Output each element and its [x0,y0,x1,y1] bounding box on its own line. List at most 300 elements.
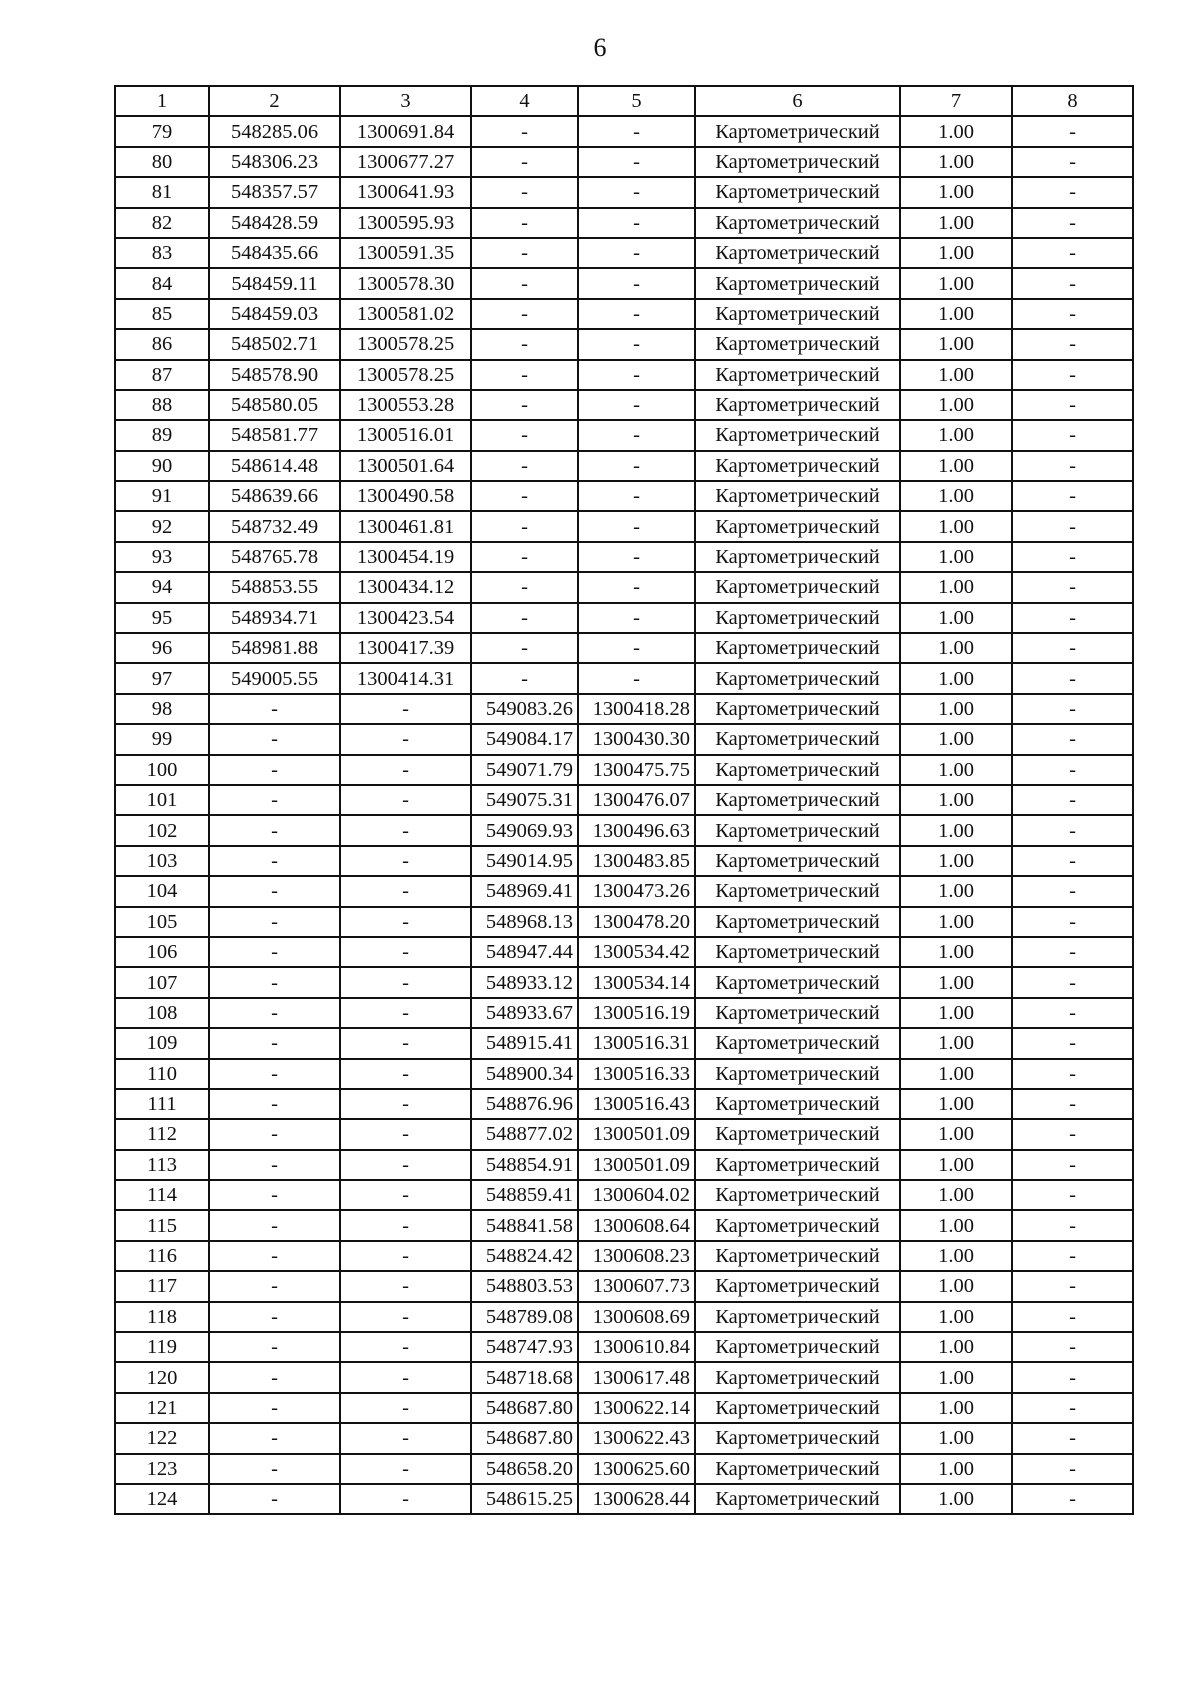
cell-point-number: 100 [115,755,209,785]
cell-y-coordinate: - [340,785,471,815]
column-header-y-coordinate: 3 [340,86,471,116]
cell-y-new-coordinate: 1300501.09 [578,1150,695,1180]
cell-point-number: 110 [115,1059,209,1089]
table-row [115,147,1133,177]
table-row [115,1059,1133,1089]
table-row [115,1119,1133,1149]
page-number: 6 [593,33,607,62]
cell-accuracy: 1.00 [900,1059,1012,1089]
cell-point-number: 96 [115,633,209,663]
cell-point-number: 82 [115,208,209,238]
cell-y-coordinate: - [340,1059,471,1089]
cell-point-number: 103 [115,846,209,876]
cell-method: Картометрический [695,937,900,967]
cell-y-coordinate: - [340,1393,471,1423]
column-header-y-new-coordinate: 5 [578,86,695,116]
cell-note: - [1012,1150,1133,1180]
cell-x-new-coordinate: 548789.08 [471,1302,578,1332]
cell-point-number: 111 [115,1089,209,1119]
table-row [115,967,1133,997]
cell-note: - [1012,907,1133,937]
cell-accuracy: 1.00 [900,451,1012,481]
table-row [115,663,1133,693]
cell-method: Картометрический [695,815,900,845]
cell-y-coordinate: - [340,1028,471,1058]
table-row [115,481,1133,511]
cell-note: - [1012,1059,1133,1089]
cell-y-coordinate: - [340,1362,471,1392]
cell-point-number: 94 [115,572,209,602]
cell-x-new-coordinate: 548876.96 [471,1089,578,1119]
cell-method: Картометрический [695,238,900,268]
cell-x-coordinate: - [209,1119,340,1149]
cell-accuracy: 1.00 [900,147,1012,177]
cell-y-new-coordinate: - [578,663,695,693]
cell-x-new-coordinate: 548900.34 [471,1059,578,1089]
cell-method: Картометрический [695,329,900,359]
cell-x-new-coordinate: 549069.93 [471,815,578,845]
cell-x-coordinate: 549005.55 [209,663,340,693]
cell-x-coordinate: 548435.66 [209,238,340,268]
table-row [115,451,1133,481]
cell-accuracy: 1.00 [900,998,1012,1028]
cell-y-coordinate: 1300578.30 [340,268,471,298]
cell-x-new-coordinate: 548803.53 [471,1271,578,1301]
cell-method: Картометрический [695,633,900,663]
table-row [115,694,1133,724]
cell-x-new-coordinate: 548658.20 [471,1454,578,1484]
cell-note: - [1012,755,1133,785]
cell-accuracy: 1.00 [900,1302,1012,1332]
cell-x-coordinate: - [209,1332,340,1362]
cell-point-number: 122 [115,1423,209,1453]
cell-note: - [1012,360,1133,390]
cell-note: - [1012,268,1133,298]
cell-method: Картометрический [695,116,900,146]
cell-note: - [1012,177,1133,207]
cell-note: - [1012,299,1133,329]
cell-y-new-coordinate: 1300496.63 [578,815,695,845]
cell-accuracy: 1.00 [900,1180,1012,1210]
cell-y-coordinate: - [340,815,471,845]
table-row [115,329,1133,359]
cell-point-number: 80 [115,147,209,177]
cell-y-new-coordinate: 1300475.75 [578,755,695,785]
cell-y-new-coordinate: - [578,633,695,663]
table-row [115,1180,1133,1210]
cell-note: - [1012,724,1133,754]
header-row [115,86,1133,116]
cell-point-number: 118 [115,1302,209,1332]
cell-x-coordinate: - [209,785,340,815]
cell-y-coordinate: 1300578.25 [340,360,471,390]
cell-x-new-coordinate: - [471,116,578,146]
cell-point-number: 116 [115,1241,209,1271]
cell-accuracy: 1.00 [900,481,1012,511]
cell-method: Картометрический [695,1210,900,1240]
cell-point-number: 81 [115,177,209,207]
cell-point-number: 113 [115,1150,209,1180]
cell-accuracy: 1.00 [900,907,1012,937]
cell-x-coordinate: - [209,1302,340,1332]
cell-note: - [1012,390,1133,420]
table-row [115,633,1133,663]
cell-y-coordinate: 1300553.28 [340,390,471,420]
cell-method: Картометрический [695,451,900,481]
table-row [115,1362,1133,1392]
cell-method: Картометрический [695,1119,900,1149]
cell-note: - [1012,603,1133,633]
cell-x-new-coordinate: 548968.13 [471,907,578,937]
cell-x-new-coordinate: - [471,390,578,420]
cell-x-coordinate: - [209,1484,340,1514]
column-header-point-number: 1 [115,86,209,116]
table-row [115,1210,1133,1240]
cell-accuracy: 1.00 [900,1210,1012,1240]
cell-method: Картометрический [695,420,900,450]
cell-note: - [1012,481,1133,511]
cell-method: Картометрический [695,1089,900,1119]
table-row [115,998,1133,1028]
cell-note: - [1012,1089,1133,1119]
cell-method: Картометрический [695,481,900,511]
cell-y-new-coordinate: 1300604.02 [578,1180,695,1210]
cell-x-new-coordinate: - [471,329,578,359]
table-row [115,1423,1133,1453]
cell-x-new-coordinate: 548933.12 [471,967,578,997]
table-row [115,572,1133,602]
table-row [115,116,1133,146]
cell-y-new-coordinate: 1300610.84 [578,1332,695,1362]
cell-y-coordinate: - [340,846,471,876]
cell-y-new-coordinate: 1300534.42 [578,937,695,967]
cell-accuracy: 1.00 [900,846,1012,876]
cell-x-coordinate: - [209,1210,340,1240]
cell-x-coordinate: 548934.71 [209,603,340,633]
cell-y-coordinate: 1300501.64 [340,451,471,481]
cell-x-new-coordinate: 549014.95 [471,846,578,876]
cell-accuracy: 1.00 [900,208,1012,238]
cell-y-coordinate: - [340,1241,471,1271]
cell-point-number: 79 [115,116,209,146]
cell-method: Картометрический [695,1150,900,1180]
cell-accuracy: 1.00 [900,238,1012,268]
table-row [115,876,1133,906]
cell-y-new-coordinate: - [578,116,695,146]
cell-y-coordinate: - [340,1150,471,1180]
cell-point-number: 97 [115,663,209,693]
table-row [115,390,1133,420]
column-header-accuracy: 7 [900,86,1012,116]
cell-y-new-coordinate: 1300534.14 [578,967,695,997]
cell-note: - [1012,1241,1133,1271]
cell-accuracy: 1.00 [900,755,1012,785]
cell-note: - [1012,1484,1133,1514]
cell-method: Картометрический [695,208,900,238]
cell-point-number: 91 [115,481,209,511]
cell-method: Картометрический [695,694,900,724]
cell-note: - [1012,1393,1133,1423]
cell-y-new-coordinate: 1300478.20 [578,907,695,937]
cell-point-number: 87 [115,360,209,390]
cell-note: - [1012,1302,1133,1332]
cell-accuracy: 1.00 [900,390,1012,420]
cell-y-coordinate: - [340,967,471,997]
cell-y-coordinate: - [340,907,471,937]
cell-y-coordinate: 1300591.35 [340,238,471,268]
cell-note: - [1012,998,1133,1028]
cell-y-coordinate: - [340,694,471,724]
cell-x-new-coordinate: 548933.67 [471,998,578,1028]
cell-note: - [1012,1028,1133,1058]
cell-note: - [1012,451,1133,481]
cell-point-number: 105 [115,907,209,937]
cell-point-number: 117 [115,1271,209,1301]
cell-y-new-coordinate: 1300483.85 [578,846,695,876]
cell-point-number: 108 [115,998,209,1028]
cell-y-new-coordinate: - [578,542,695,572]
cell-note: - [1012,147,1133,177]
cell-y-new-coordinate: 1300476.07 [578,785,695,815]
cell-point-number: 120 [115,1362,209,1392]
cell-y-coordinate: - [340,1332,471,1362]
cell-accuracy: 1.00 [900,1241,1012,1271]
cell-method: Картометрический [695,1241,900,1271]
cell-y-new-coordinate: 1300622.14 [578,1393,695,1423]
cell-x-coordinate: - [209,1454,340,1484]
cell-note: - [1012,967,1133,997]
table-row [115,299,1133,329]
column-header-x-coordinate: 2 [209,86,340,116]
cell-y-new-coordinate: 1300473.26 [578,876,695,906]
cell-x-coordinate: 548306.23 [209,147,340,177]
cell-accuracy: 1.00 [900,177,1012,207]
cell-method: Картометрический [695,542,900,572]
cell-method: Картометрический [695,785,900,815]
cell-y-new-coordinate: - [578,451,695,481]
cell-y-new-coordinate: 1300516.43 [578,1089,695,1119]
cell-y-coordinate: 1300434.12 [340,572,471,602]
cell-point-number: 83 [115,238,209,268]
cell-method: Картометрический [695,572,900,602]
cell-x-new-coordinate: - [471,360,578,390]
table-row [115,177,1133,207]
cell-y-new-coordinate: - [578,238,695,268]
cell-y-new-coordinate: 1300516.31 [578,1028,695,1058]
cell-y-coordinate: - [340,724,471,754]
cell-accuracy: 1.00 [900,633,1012,663]
table-row [115,846,1133,876]
cell-x-new-coordinate: - [471,420,578,450]
cell-point-number: 102 [115,815,209,845]
cell-note: - [1012,1454,1133,1484]
cell-note: - [1012,329,1133,359]
cell-x-coordinate: - [209,1271,340,1301]
cell-y-coordinate: - [340,937,471,967]
table-row [115,1150,1133,1180]
cell-point-number: 90 [115,451,209,481]
cell-x-new-coordinate: 548747.93 [471,1332,578,1362]
cell-y-new-coordinate: 1300418.28 [578,694,695,724]
cell-method: Картометрический [695,1484,900,1514]
cell-x-coordinate: - [209,1393,340,1423]
cell-y-coordinate: - [340,1302,471,1332]
cell-y-coordinate: - [340,998,471,1028]
cell-y-new-coordinate: 1300516.33 [578,1059,695,1089]
cell-y-coordinate: - [340,1271,471,1301]
cell-accuracy: 1.00 [900,511,1012,541]
cell-x-new-coordinate: - [471,268,578,298]
cell-x-new-coordinate: - [471,572,578,602]
cell-y-new-coordinate: - [578,177,695,207]
cell-y-coordinate: - [340,1119,471,1149]
cell-note: - [1012,542,1133,572]
cell-x-coordinate: 548580.05 [209,390,340,420]
cell-accuracy: 1.00 [900,967,1012,997]
cell-x-new-coordinate: - [471,147,578,177]
cell-y-new-coordinate: 1300608.23 [578,1241,695,1271]
table-row [115,755,1133,785]
cell-x-new-coordinate: 548841.58 [471,1210,578,1240]
cell-accuracy: 1.00 [900,694,1012,724]
cell-point-number: 106 [115,937,209,967]
cell-accuracy: 1.00 [900,1393,1012,1423]
cell-x-coordinate: 548459.03 [209,299,340,329]
cell-y-coordinate: - [340,755,471,785]
cell-x-coordinate: 548459.11 [209,268,340,298]
cell-method: Картометрический [695,1059,900,1089]
column-header-method: 6 [695,86,900,116]
cell-method: Картометрический [695,846,900,876]
cell-x-new-coordinate: - [471,481,578,511]
cell-method: Картометрический [695,147,900,177]
cell-note: - [1012,1271,1133,1301]
cell-y-coordinate: - [340,1180,471,1210]
cell-y-new-coordinate: - [578,329,695,359]
cell-x-new-coordinate: 548947.44 [471,937,578,967]
cell-accuracy: 1.00 [900,572,1012,602]
table-header [115,86,1133,116]
cell-y-new-coordinate: - [578,208,695,238]
cell-y-coordinate: - [340,1423,471,1453]
cell-note: - [1012,1362,1133,1392]
cell-x-coordinate: - [209,724,340,754]
cell-x-new-coordinate: 548877.02 [471,1119,578,1149]
cell-note: - [1012,1423,1133,1453]
cell-x-coordinate: - [209,1150,340,1180]
cell-x-coordinate: 548428.59 [209,208,340,238]
cell-x-coordinate: 548765.78 [209,542,340,572]
cell-y-new-coordinate: 1300622.43 [578,1423,695,1453]
cell-x-new-coordinate: 548915.41 [471,1028,578,1058]
cell-point-number: 88 [115,390,209,420]
cell-y-coordinate: 1300417.39 [340,633,471,663]
cell-y-new-coordinate: 1300516.19 [578,998,695,1028]
table-row [115,1454,1133,1484]
cell-y-coordinate: 1300423.54 [340,603,471,633]
cell-point-number: 92 [115,511,209,541]
cell-accuracy: 1.00 [900,663,1012,693]
cell-note: - [1012,633,1133,663]
cell-x-new-coordinate: - [471,511,578,541]
cell-x-coordinate: - [209,967,340,997]
cell-y-coordinate: 1300490.58 [340,481,471,511]
cell-y-new-coordinate: - [578,360,695,390]
table-row [115,1028,1133,1058]
cell-x-new-coordinate: - [471,542,578,572]
cell-y-coordinate: 1300641.93 [340,177,471,207]
cell-y-new-coordinate: - [578,299,695,329]
cell-x-coordinate: - [209,815,340,845]
table-row [115,724,1133,754]
cell-point-number: 101 [115,785,209,815]
cell-point-number: 93 [115,542,209,572]
cell-x-new-coordinate: 549071.79 [471,755,578,785]
cell-note: - [1012,1210,1133,1240]
cell-y-new-coordinate: 1300501.09 [578,1119,695,1149]
cell-y-new-coordinate: - [578,390,695,420]
cell-method: Картометрический [695,1454,900,1484]
table-row [115,360,1133,390]
cell-accuracy: 1.00 [900,1119,1012,1149]
cell-point-number: 115 [115,1210,209,1240]
cell-note: - [1012,1332,1133,1362]
cell-x-new-coordinate: 548687.80 [471,1423,578,1453]
cell-x-coordinate: - [209,1423,340,1453]
cell-method: Картометрический [695,1332,900,1362]
table-row [115,1241,1133,1271]
cell-method: Картометрический [695,755,900,785]
cell-method: Картометрический [695,390,900,420]
cell-note: - [1012,511,1133,541]
cell-x-new-coordinate: - [471,208,578,238]
cell-x-coordinate: - [209,1362,340,1392]
cell-x-new-coordinate: 548615.25 [471,1484,578,1514]
table-row [115,1393,1133,1423]
cell-y-coordinate: 1300461.81 [340,511,471,541]
cell-x-new-coordinate: 548824.42 [471,1241,578,1271]
cell-note: - [1012,876,1133,906]
cell-x-coordinate: - [209,907,340,937]
cell-accuracy: 1.00 [900,542,1012,572]
cell-accuracy: 1.00 [900,1150,1012,1180]
cell-y-new-coordinate: 1300607.73 [578,1271,695,1301]
table-row [115,815,1133,845]
cell-point-number: 123 [115,1454,209,1484]
cell-y-coordinate: 1300578.25 [340,329,471,359]
cell-y-new-coordinate: 1300617.48 [578,1362,695,1392]
cell-y-coordinate: - [340,876,471,906]
table-row [115,238,1133,268]
cell-x-coordinate: 548502.71 [209,329,340,359]
cell-x-coordinate: - [209,1089,340,1119]
cell-method: Картометрический [695,268,900,298]
cell-method: Картометрический [695,1180,900,1210]
cell-method: Картометрический [695,603,900,633]
cell-accuracy: 1.00 [900,1484,1012,1514]
cell-x-coordinate: - [209,1241,340,1271]
cell-x-coordinate: 548614.48 [209,451,340,481]
cell-accuracy: 1.00 [900,420,1012,450]
column-header-note: 8 [1012,86,1133,116]
table-row [115,511,1133,541]
cell-point-number: 112 [115,1119,209,1149]
cell-note: - [1012,208,1133,238]
cell-x-new-coordinate: - [471,238,578,268]
cell-x-new-coordinate: - [471,299,578,329]
cell-x-coordinate: 548732.49 [209,511,340,541]
cell-point-number: 84 [115,268,209,298]
